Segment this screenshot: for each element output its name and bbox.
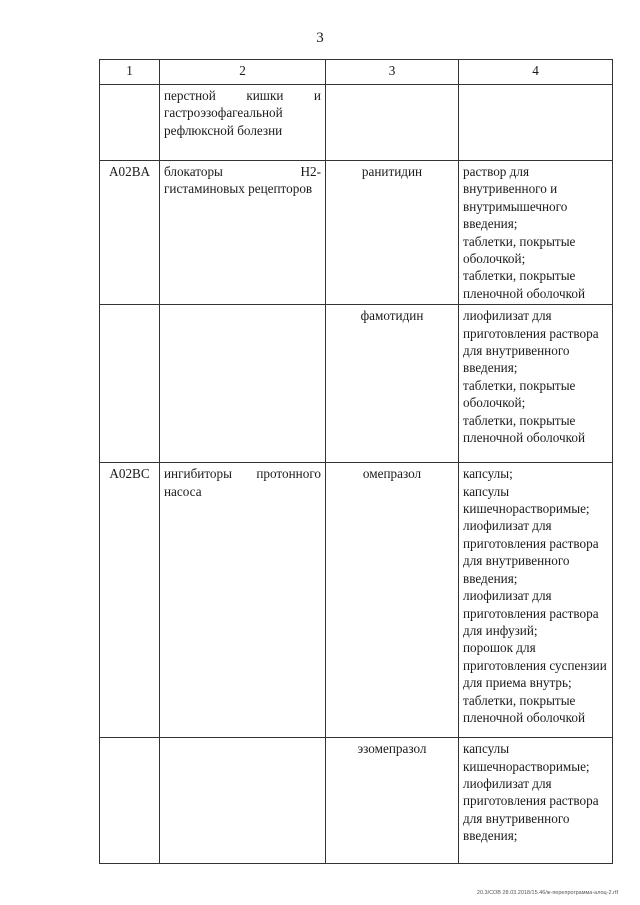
- column-header: 3: [326, 60, 459, 85]
- group-cell: [160, 738, 326, 864]
- atc-code-cell: A02BA: [100, 161, 160, 305]
- column-header: 4: [459, 60, 613, 85]
- column-header: 1: [100, 60, 160, 85]
- drug-name-cell: эзомепразол: [326, 738, 459, 864]
- drug-name-cell: фамотидин: [326, 305, 459, 463]
- atc-code-cell: [100, 85, 160, 161]
- page-number: 3: [316, 30, 324, 46]
- table-row: [100, 305, 613, 463]
- drug-name-cell: ранитидин: [326, 161, 459, 305]
- table-row: [100, 85, 613, 161]
- group-cell: блокаторы H2-гистаминовых рецепторов: [160, 161, 326, 305]
- dosage-forms-cell: раствор для внутривенного и внутримышечного введения; таблетки, покрытые оболочкой; таблетки, покрытые пленочной оболочкой: [459, 161, 613, 305]
- table-row: [100, 463, 613, 738]
- atc-code-cell: [100, 738, 160, 864]
- drug-name-cell: омепразол: [326, 463, 459, 738]
- group-cell: ингибиторы протонного насоса: [160, 463, 326, 738]
- group-cell: перстной кишки и гастроэзофагеальной рефлюксной болезни: [160, 85, 326, 161]
- atc-code-cell: [100, 305, 160, 463]
- footer-file-path: 20.3/СОВ 28.03.2018/15.46/ж-перепрограмма-алоц-2.rtf: [476, 890, 618, 896]
- group-cell: [160, 305, 326, 463]
- drug-name-cell: [326, 85, 459, 161]
- dosage-forms-cell: [459, 85, 613, 161]
- atc-code-cell: A02BC: [100, 463, 160, 738]
- dosage-forms-cell: капсулы кишечнорастворимые; лиофилизат для приготовления раствора для внутривенного введения;: [459, 738, 613, 864]
- dosage-forms-cell: лиофилизат для приготовления раствора для внутривенного введения; таблетки, покрытые оболочкой; таблетки, покрытые пленочной оболочкой: [459, 305, 613, 463]
- table-row: [100, 738, 613, 864]
- table-row: [100, 161, 613, 305]
- table-header-row: [100, 60, 613, 85]
- drug-table: [99, 59, 613, 864]
- dosage-forms-cell: капсулы; капсулы кишечнорастворимые; лиофилизат для приготовления раствора для внутривенного введения; лиофилизат для приготовления раствора для инфузий; порошок для приготовления суспензии для приема внутрь; таблетки, покрытые пленочной оболочкой: [459, 463, 613, 738]
- column-header: 2: [160, 60, 326, 85]
